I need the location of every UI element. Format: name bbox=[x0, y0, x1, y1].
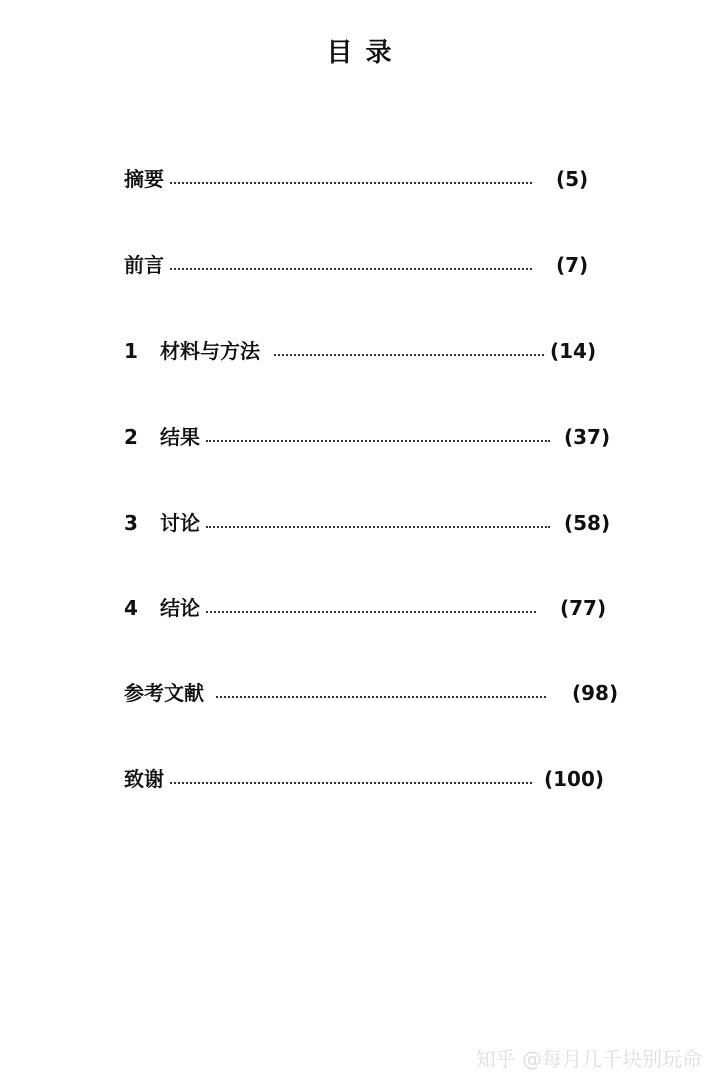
toc-entry-conclusion[interactable] bbox=[124, 593, 624, 623]
toc-page-number: (58) bbox=[564, 511, 611, 535]
toc-page-number: (7) bbox=[556, 253, 589, 277]
toc-label: 摘要 bbox=[124, 167, 164, 191]
watermark: 知乎 @每月几千块别玩命 bbox=[475, 1047, 702, 1071]
toc-label: 结果 bbox=[160, 425, 200, 449]
toc-entry-discussion[interactable] bbox=[124, 508, 624, 538]
toc-label: 材料与方法 bbox=[160, 339, 260, 363]
toc-page-number: (5) bbox=[556, 167, 589, 191]
toc-leader bbox=[170, 782, 532, 784]
toc-leader bbox=[206, 440, 550, 442]
toc-section-number: 4 bbox=[124, 596, 138, 620]
toc-label: 参考文献 bbox=[124, 681, 204, 705]
toc-leader bbox=[206, 526, 550, 528]
toc-label: 结论 bbox=[160, 596, 200, 620]
toc-leader bbox=[170, 268, 532, 270]
toc-label: 致谢 bbox=[124, 767, 164, 791]
page-title: 目 录 bbox=[326, 38, 394, 68]
toc-page-number: (14) bbox=[550, 339, 597, 363]
toc-leader bbox=[206, 611, 536, 613]
toc-page-number: (98) bbox=[572, 681, 619, 705]
toc-entry-references[interactable] bbox=[124, 678, 624, 708]
toc-entry-materials-methods[interactable] bbox=[124, 336, 614, 366]
toc-entry-preface[interactable] bbox=[124, 250, 604, 280]
toc-label: 前言 bbox=[124, 253, 164, 277]
toc-page-number: (77) bbox=[560, 596, 607, 620]
toc-leader bbox=[170, 182, 532, 184]
toc-leader bbox=[274, 354, 544, 356]
toc-entry-acknowledgements[interactable] bbox=[124, 764, 614, 794]
toc-page-number: (37) bbox=[564, 425, 611, 449]
toc-label: 讨论 bbox=[160, 511, 200, 535]
toc-section-number: 2 bbox=[124, 425, 138, 449]
toc-section-number: 1 bbox=[124, 339, 138, 363]
toc-section-number: 3 bbox=[124, 511, 138, 535]
toc-leader bbox=[216, 696, 546, 698]
toc-entry-results[interactable] bbox=[124, 422, 624, 452]
toc-entry-abstract[interactable] bbox=[124, 164, 604, 194]
toc-page-number: (100) bbox=[544, 767, 605, 791]
